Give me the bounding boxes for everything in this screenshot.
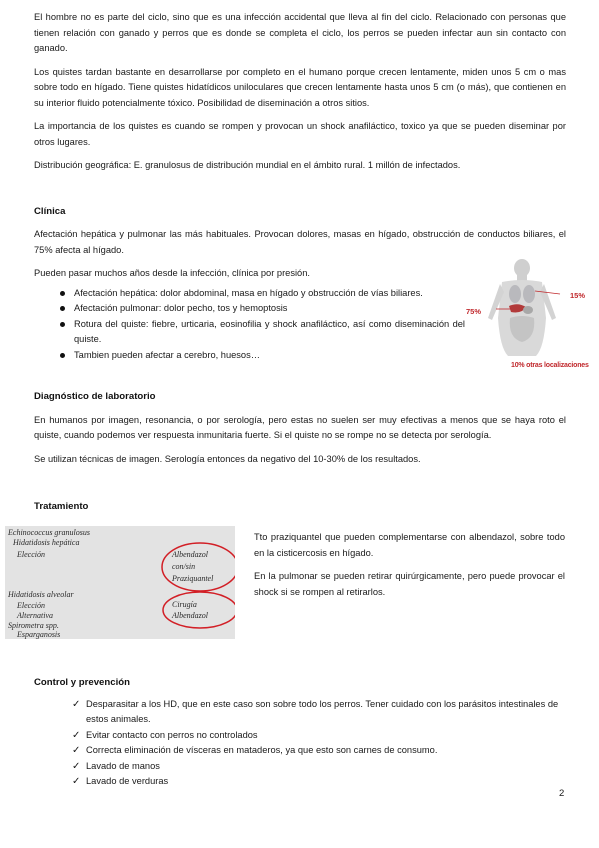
control-heading: Control y prevención	[34, 677, 130, 688]
table-cell: Elección	[17, 601, 45, 610]
list-item: ✓ Evitar contacto con perros no controlados	[72, 728, 566, 744]
table-cell: Albendazol	[172, 550, 208, 559]
clinica-paragraph: Pueden pasar muchos años desde la infección, clínica por presión.	[34, 268, 310, 278]
treatment-table-image	[5, 526, 235, 639]
tratamiento-heading: Tratamiento	[34, 501, 89, 512]
intro-paragraph: Distribución geográfica: E. granulosus de distribución mundial en el ámbito rural. 1 millón de infectados.	[34, 160, 461, 170]
diagnostico-heading: Diagnóstico de laboratorio	[34, 391, 156, 402]
control-check-list	[34, 697, 566, 790]
intro-paragraph: Los quistes tardan bastante en desarrollarse por completo en el humano porque crecen lentamente, miden unos 5 cm o mas sobre todo en hígado. Tiene quistes hidatídicos uniloculares que crecen lentamente hasta unos 5 cm (o más), que contienen en su interior fluido potencialmente tóxico. Posibilidad de diseminación a otros sitios.	[34, 66, 566, 108]
intro-paragraph: El hombre no es parte del ciclo, sino que es una infección accidental que lleva al fin del ciclo. Relacionado con personas que tienen relación con ganado y perros que es donde se completa el ciclo, los perros se pueden infectar aun sin contacto con ganado.	[34, 12, 566, 53]
liver-percentage: 75%	[466, 307, 482, 316]
tratamiento-paragraph: En la pulmonar se pueden retirar quirúrgicamente, pero puede provocar el shock si se rompen al retirarlos.	[254, 571, 565, 597]
diagnostico-paragraph: En humanos por imagen, resonancia, o por serología, pero estas no suelen ser muy efectivas a menos que se haya roto el quiste, cuando podemos ver respuesta inmunitaria fuerte. Si el quiste no se rompe no se detecta por serología.	[34, 414, 566, 440]
treatment-text	[254, 530, 565, 608]
table-cell: Esparganosis	[17, 630, 61, 639]
intro-paragraph: La importancia de los quistes es cuando se rompen y provocan un shock anafiláctico, toxico ya que se pueden diseminar por otros lugares.	[34, 121, 566, 147]
table-cell: Cirugía	[172, 600, 197, 609]
table-cell: Elección	[17, 550, 45, 559]
list-item: ✓ Correcta eliminación de vísceras en mataderos, ya que esto son carnes de consumo.	[72, 743, 566, 759]
red-ellipse-annotations	[5, 526, 235, 639]
check-icon: ✓	[72, 698, 81, 710]
check-icon: ✓	[72, 776, 81, 787]
human-body-illustration	[466, 258, 570, 358]
list-item: ✓ Lavado de manos	[72, 759, 566, 775]
table-cell: Hidatidosis alveolar	[8, 590, 74, 599]
table-cell: Echinococcus granulosus	[8, 528, 90, 537]
body-localization-figure	[466, 258, 589, 374]
lung-percentage: 15%	[570, 291, 586, 300]
list-item: ✓ Lavado de verduras	[72, 774, 566, 790]
control-section	[34, 675, 566, 790]
check-icon: ✓	[72, 745, 81, 756]
check-icon: ✓	[72, 760, 81, 772]
check-icon: ✓	[72, 729, 81, 741]
clinica-bullet-list	[34, 286, 465, 364]
list-item: ✓ Desparasitar a los HD, que en este caso son sobre todo los perros. Tener cuidado con los parásitos intestinales de estos animales.	[72, 698, 559, 724]
table-cell: Hidatidosis hepática	[13, 538, 80, 547]
table-cell: Albendazol	[172, 611, 208, 620]
figure-caption: 10% otras localizaciones	[511, 362, 589, 369]
list-item: Rotura del quiste: fiebre, urticaria, eosinofilia y shock anafiláctico, así como diseminación del quiste.	[60, 317, 465, 348]
table-cell: Praziquantel	[172, 574, 214, 583]
tratamiento-paragraph: Tto praziquantel que pueden complementarse con albendazol, sobre todo en la cisticercosis en hígado.	[254, 532, 565, 558]
page-number: 2	[559, 788, 565, 799]
list-item: Afectación pulmonar: dolor pecho, tos y hemoptosis	[60, 301, 465, 317]
clinica-heading: Clínica	[34, 205, 66, 217]
list-item: Tambien pueden afectar a cerebro, huesos…	[60, 348, 465, 364]
diagnostico-paragraph: Se utilizan técnicas de imagen. Serología entonces da negativo del 10-30% de los resultados.	[34, 453, 421, 464]
list-item: Afectación hepática: dolor abdominal, masa en hígado y obstrucción de vías biliares.	[60, 286, 465, 302]
table-cell: con/sin	[172, 562, 196, 571]
table-cell: Spirometra spp.	[8, 621, 59, 630]
table-cell: Alternativa	[17, 611, 53, 620]
clinica-paragraph: Afectación hepática y pulmonar las más habituales. Provocan dolores, masas en hígado, obstrucción de conductos biliares, el 75% afecta al hígado.	[34, 229, 566, 255]
